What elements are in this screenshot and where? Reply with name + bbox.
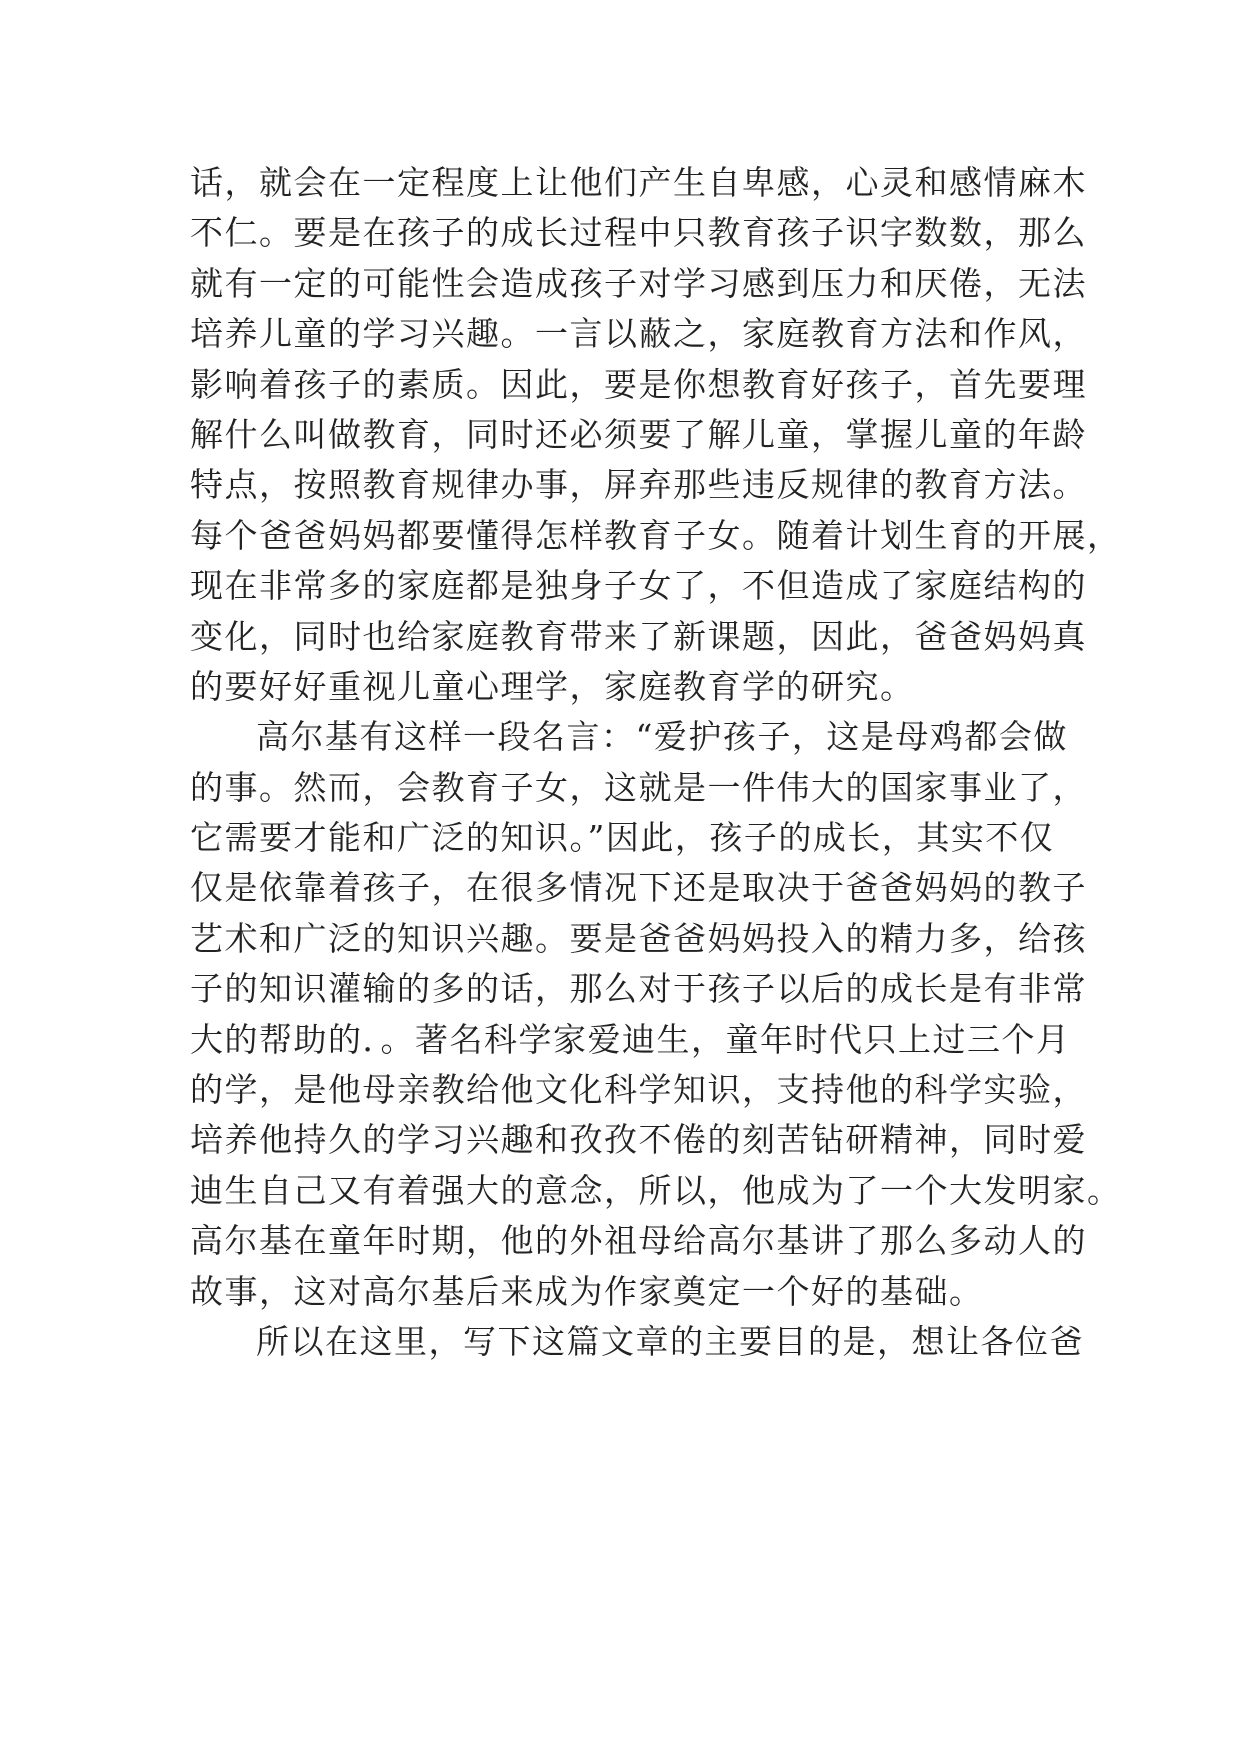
- paragraph-start-line: 所以在这里，写下这篇文章的主要目的是，想让各位爸: [256, 1321, 1084, 1361]
- text-line: 的要好好重视儿童心理学，家庭教育学的研究。: [190, 666, 915, 706]
- paragraph-start-line: 高尔基有这样一段名言：“爱护孩子，这是母鸡都会做: [256, 717, 1068, 757]
- text-line: 不仁。要是在孩子的成长过程中只教育孩子识字数数，那么: [190, 213, 1087, 253]
- text-line: 特点，按照教育规律办事，屏弃那些违反规律的教育方法。: [190, 465, 1087, 505]
- text-line: 子的知识灌输的多的话，那么对于孩子以后的成长是有非常: [190, 969, 1087, 1009]
- text-line: 故事，这对高尔基后来成为作家奠定一个好的基础。: [190, 1271, 984, 1311]
- text-line: 培养儿童的学习兴趣。一言以蔽之，家庭教育方法和作风，: [190, 314, 1087, 354]
- text-line: 变化，同时也给家庭教育带来了新课题，因此，爸爸妈妈真: [190, 616, 1087, 656]
- text-line: 现在非常多的家庭都是独身子女了，不但造成了家庭结构的: [190, 566, 1087, 606]
- text-line: 高尔基在童年时期，他的外祖母给高尔基讲了那么多动人的: [190, 1221, 1087, 1261]
- text-line: 话，就会在一定程度上让他们产生自卑感，心灵和感情麻木: [190, 163, 1087, 202]
- text-line: 每个爸爸妈妈都要懂得怎样教育子女。随着计划生育的开展，: [190, 515, 1122, 555]
- text-line: 它需要才能和广泛的知识。”因此，孩子的成长，其实不仅: [190, 818, 1055, 858]
- text-line: 迪生自己又有着强大的意念，所以，他成为了一个大发明家。: [190, 1170, 1122, 1210]
- text-line: 的学，是他母亲教给他文化科学知识，支持他的科学实验，: [190, 1070, 1087, 1110]
- text-line: 的事。然而，会教育子女，这就是一件伟大的国家事业了，: [190, 767, 1087, 807]
- text-line: 大的帮助的．。著名科学家爱迪生，童年时代只上过三个月: [190, 1019, 1071, 1059]
- text-line: 仅是依靠着孩子，在很多情况下还是取决于爸爸妈妈的教子: [190, 868, 1087, 908]
- text-line: 就有一定的可能性会造成孩子对学习感到压力和厌倦，无法: [190, 263, 1087, 303]
- body-text: [190, 158, 1122, 1367]
- text-line: 影响着孩子的素质。因此，要是你想教育好孩子，首先要理: [190, 364, 1087, 404]
- text-line: 艺术和广泛的知识兴趣。要是爸爸妈妈投入的精力多，给孩: [190, 918, 1087, 958]
- text-line: 培养他持久的学习兴趣和孜孜不倦的刻苦钻研精神，同时爱: [190, 1120, 1087, 1160]
- text-line: 解什么叫做教育，同时还必须要了解儿童，掌握儿童的年龄: [190, 414, 1087, 454]
